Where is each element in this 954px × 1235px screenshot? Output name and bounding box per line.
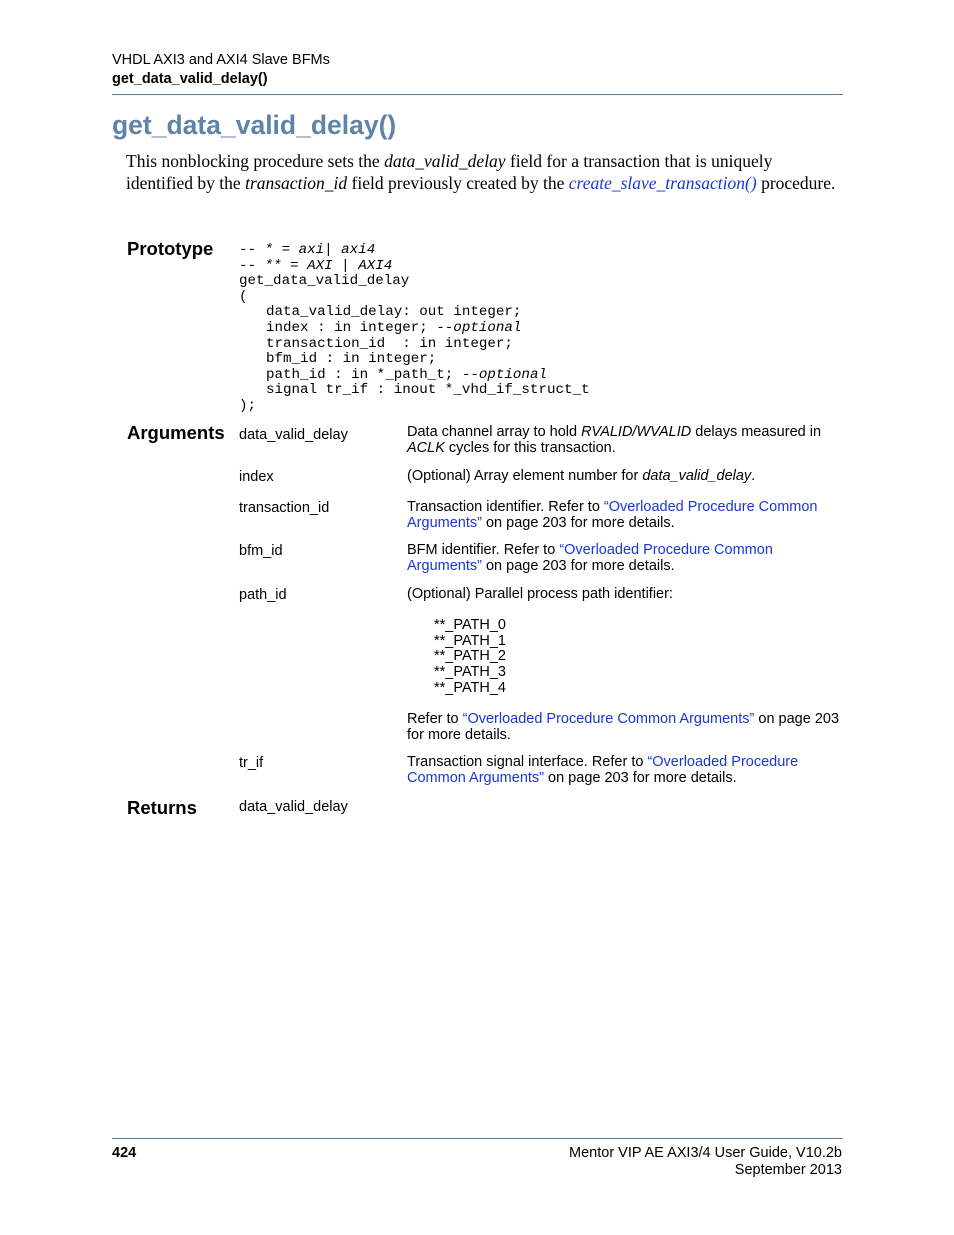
returns-heading: Returns	[127, 797, 197, 818]
header-divider	[112, 94, 843, 95]
overloaded-args-link-tr-if[interactable]: “Overloaded Procedure Common Arguments”	[407, 754, 799, 786]
code-open-paren: (	[239, 288, 248, 305]
arg-name-data-valid-delay: data_valid_delay	[239, 427, 348, 443]
arg-name-bfm-id: bfm_id	[239, 543, 283, 559]
arguments-heading: Arguments	[127, 422, 225, 443]
list-item: **_PATH_4	[434, 679, 506, 696]
arg-name-index: index	[239, 469, 274, 485]
arg-desc-tr-if: Transaction signal interface. Refer to “Overloaded Procedure Common Arguments” on page 203 for more details.	[407, 754, 799, 786]
code-comment-2: -- ** = AXI | AXI4	[239, 257, 393, 274]
footer-date: September 2013	[734, 1162, 842, 1178]
arg-name-path-id: path_id	[239, 587, 287, 603]
code-param-bfm-id: bfm_id : in integer;	[266, 351, 437, 368]
arg-desc-data-valid-delay: Data channel array to hold RVALID/WVALID delays measured in ACLK cycles for this transaction.	[407, 424, 822, 456]
page-title: get_data_valid_delay()	[112, 110, 397, 140]
arg-desc-path-id: (Optional) Parallel process path identifier:	[407, 586, 673, 602]
intro-text-1: This nonblocking procedure sets the	[126, 151, 385, 171]
overloaded-args-link-path-id[interactable]: “Overloaded Procedure Common Arguments”	[462, 711, 755, 727]
overloaded-args-link-bfm-id[interactable]: “Overloaded Procedure Common Arguments”	[407, 542, 773, 574]
page-number: 424	[112, 1145, 137, 1161]
intro-transaction-id: transaction_id	[245, 173, 348, 193]
code-comment-1: -- * = axi| axi4	[239, 242, 376, 258]
code-param-data-valid-delay: data_valid_delay: out integer;	[266, 304, 522, 321]
running-header-chapter: VHDL AXI3 and AXI4 Slave BFMs	[112, 52, 330, 68]
overloaded-args-link-transaction-id[interactable]: “Overloaded Procedure Common Arguments”	[407, 499, 818, 531]
code-param-transaction-id: transaction_id : in integer;	[266, 335, 513, 352]
list-item: **_PATH_1	[434, 632, 506, 649]
footer-guide-info	[569, 1145, 842, 1179]
code-param-index: index : in integer; --optional	[266, 319, 522, 336]
intro-text-2: field for a transaction that is uniquely identified by the	[126, 151, 773, 193]
code-param-tr-if: signal tr_if : inout *_vhd_if_struct_t	[266, 382, 590, 399]
intro-paragraph	[126, 150, 842, 194]
create-slave-transaction-link[interactable]: create_slave_transaction()	[568, 173, 757, 193]
footer-divider	[112, 1138, 843, 1139]
arg-desc-transaction-id: Transaction identifier. Refer to “Overloaded Procedure Common Arguments” on page 203 for more details.	[407, 499, 818, 531]
running-header-topic: get_data_valid_delay()	[112, 71, 268, 87]
arg-desc-bfm-id: BFM identifier. Refer to “Overloaded Procedure Common Arguments” on page 203 for more details.	[407, 542, 773, 574]
list-item: **_PATH_2	[434, 648, 506, 665]
list-item: **_PATH_3	[434, 664, 506, 681]
code-procedure-name: get_data_valid_delay	[239, 273, 410, 290]
prototype-heading: Prototype	[127, 238, 214, 259]
prototype-code	[239, 243, 590, 415]
intro-text-4: procedure.	[756, 173, 836, 193]
intro-field-name: data_valid_delay	[384, 151, 506, 171]
list-item: **_PATH_0	[434, 617, 506, 633]
code-param-path-id: path_id : in *_path_t; --optional	[266, 366, 547, 383]
returns-value: data_valid_delay	[239, 799, 348, 815]
footer-guide-title: Mentor VIP AE AXI3/4 User Guide, V10.2b	[569, 1145, 842, 1161]
arg-name-tr-if: tr_if	[239, 755, 264, 771]
arg-desc-index: (Optional) Array element number for data_valid_delay.	[407, 468, 756, 484]
arg-name-transaction-id: transaction_id	[239, 500, 330, 516]
intro-text-3: field previously created by the	[347, 173, 569, 193]
arg-desc-path-id-refer: Refer to “Overloaded Procedure Common Arguments” on page 203 for more details.	[407, 711, 840, 743]
path-id-values-list	[434, 618, 506, 697]
code-close-paren: );	[239, 397, 257, 414]
